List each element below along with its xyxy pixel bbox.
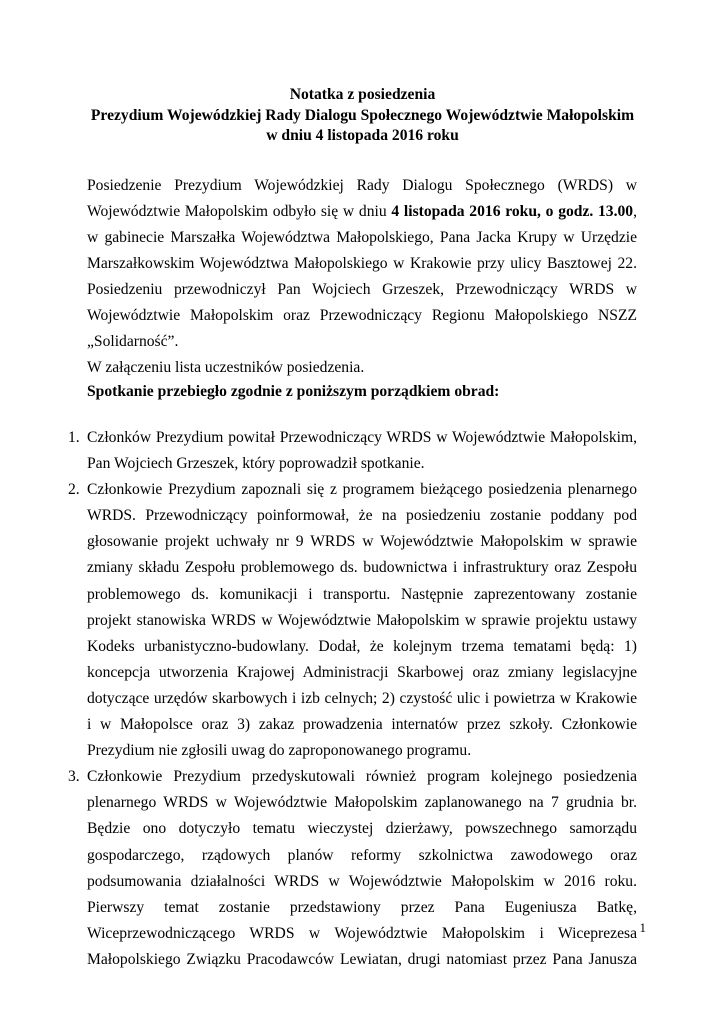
document-title: Notatka z posiedzenia <box>289 86 436 103</box>
agenda-item-number: 1. <box>68 429 80 446</box>
agenda-item-text: Członkowie Prezydium zapoznali się z programem bieżącego posiedzenia plenarnego WRDS. Przewodniczący poinformował, że na posiedzeniu zostanie poddany pod głosowanie projekt uchwały nr 9 WRDS w Województwie Małopolskim w sprawie zmiany składu Zespołu problemowego ds. budownictwa i infrastruktury oraz Zespołu problemowego ds. komunikacji i transportu. Następnie zaprezentowany zostanie projekt stanowiska WRDS w Województwie Małopolskim w sprawie projektu ustawy Kodeks urbanistyczno-budowlany. Dodał, że kolejnym trzema tematami będą: 1) koncepcja utworzenia Krajowej Administracji Skarbowej oraz zmiany legislacyjne dotyczące urzędów skarbowych i izb celnych; 2) czystość ulic i powietrza w Krakowie i w Małopolsce oraz 3) zakaz prowadzenia internatów przez szkoły. Członkowie Prezydium nie zgłosili uwag do zaproponowanego programu. <box>87 481 637 760</box>
intro-paragraph <box>87 173 637 355</box>
agenda-item <box>68 477 637 764</box>
agenda-item <box>68 425 637 477</box>
agenda-item <box>68 764 637 973</box>
agenda-item-text: Członków Prezydium powitał Przewodniczący WRDS w Województwie Małopolskim, Pan Wojciech Grzeszek, który poprowadził spotkanie. <box>87 429 637 473</box>
attachment-note: W załączeniu lista uczestników posiedzenia. <box>87 359 365 376</box>
agenda-list <box>68 425 637 973</box>
agenda-item-text: Członkowie Prezydium przedyskutowali również program kolejnego posiedzenia plenarnego WRDS w Województwie Małopolskim zaplanowanego na 7 grudnia br. Będzie ono dotyczyło tematu wieczystej dzierżawy, powszechnego samorządu gospodarczego, rządowych planów reformy szkolnictwa zawodowego oraz podsumowania działalności WRDS w Województwie Małopolskim w 2016 roku. Pierwszy temat zostanie przedstawiony przez Pana Eugeniusza Batkę, Wiceprzewodniczącego WRDS w Województwie Małopolskim i Wiceprezesa Małopolskiego Związku Pracodawców Lewiatan, drugi natomiast przez Pana Janusza <box>87 768 637 968</box>
agenda-item-number: 3. <box>68 768 80 786</box>
agenda-item-number: 2. <box>68 481 80 499</box>
agenda-heading: Spotkanie przebiegło zgodnie z poniższym porządkiem obrad: <box>87 383 500 400</box>
document-subtitle: Prezydium Wojewódzkiej Rady Dialogu Społecznego Województwie Małopolskim <box>90 106 635 124</box>
meeting-datetime: 4 listopada 2016 roku, o godz. 13.00 <box>391 203 634 220</box>
document-header <box>0 85 725 147</box>
document-date: w dniu 4 listopada 2016 roku <box>266 127 459 144</box>
intro-section <box>87 173 637 381</box>
intro-text-start: Posiedzenie Prezydium Wojewódzkiej Rady Dialogu Społecznego (WRDS) w Województwie Małopolskim odbyło się w dniu <box>87 177 637 220</box>
intro-text-end: , w gabinecie Marszałka Województwa Małopolskiego, Pana Jacka Krupy w Urzędzie Marszałkowskim Województwa Małopolskiego w Krakowie przy ulicy Basztowej 22. Posiedzeniu przewodniczył Pan Wojciech Grzeszek, Przewodniczący WRDS w Województwie Małopolskim oraz Przewodniczący Regionu Małopolskiego NSZZ „Solidarność”. <box>87 203 638 350</box>
page-number: 1 <box>639 920 646 935</box>
